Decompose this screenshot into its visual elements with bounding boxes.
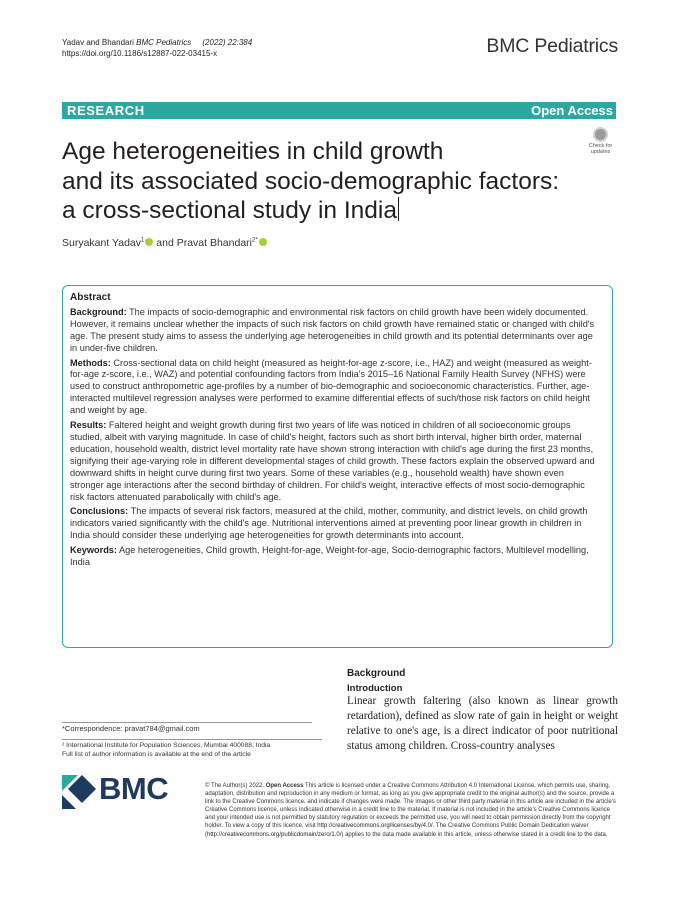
check-updates-label: Check for updates (588, 143, 613, 155)
bmc-logo-icon (62, 775, 98, 809)
bmc-logo-text: BMC (99, 771, 169, 806)
title-line: Age heterogeneities in child growth (62, 138, 444, 165)
article-type-label: RESEARCH (67, 103, 145, 118)
abstract-conclusions: Conclusions: The impacts of several risk factors, measured at the child, mother, community, and district levels, on child growth indicators varied significantly with the child's age. Nutritional interventions aimed at preventing poor linear growth in children in India should consider these underlying age heterogeneities for growth determinants into account. (70, 506, 588, 541)
citation-journal: BMC Pediatrics (136, 38, 192, 47)
orcid-icon[interactable] (259, 238, 267, 246)
abstract-heading: Abstract (70, 292, 111, 303)
article-type-band (62, 102, 616, 119)
correspondence-note: *Correspondence: pravat784@gmail.com (62, 722, 312, 733)
author-list: Suryakant Yadav$^1$ and Pravat Bhandari$^{2*}$ (62, 237, 267, 249)
abstract-methods: Methods: Cross-sectional data on child height (measured as height-for-age z-score, i.e., HAZ) and weight (measured as weight-for-age z-score, i.e., WAZ) and potential confounding factors from India's 2015–16 National Family Health Survey (NFHS) were used to construct anthropometric age-profiles by a number of bio-demographic and socioeconomic characteristics. Further, age-interacted multilevel regression analyses were performed to examine differential effects of such/those risk factors on child height and weight by age. (70, 357, 592, 416)
text-cursor (398, 197, 399, 221)
author-name: and Pravat Bhandari (156, 237, 252, 249)
journal-name: BMC Pediatrics (486, 35, 618, 57)
title-line: and its associated socio-demographic factors: (62, 167, 560, 195)
running-header (62, 37, 252, 59)
bmc-logo (62, 771, 169, 814)
orcid-icon[interactable] (145, 238, 153, 246)
section-heading: Background (347, 668, 406, 679)
abstract-keywords: Keywords: Age heterogeneities, Child growth, Height-for-age, Weight-for-age, Socio-demographic factors, Multilevel modelling, India (70, 545, 589, 568)
article-title (62, 137, 602, 226)
license-text: © The Author(s) 2022. Open Access This article is licensed under a Creative Commons Attribution 4.0 International License, which permits use, sharing, adaptation, distribution and reproduction in any medium or format, as long as you give appropriate credit to the original author(s) and the source, provide a link to the Creative Commons licence, and indicate if changes were made. The images or other third party material in this article are included in the article's Creative Commons licence, unless indicated otherwise in a credit line to the material. If material is not included in the article's Creative Commons licence and your intended use is not permitted by statutory regulation or exceeds the permitted use, you will need to obtain permission directly from the copyright holder. To view a copy of this licence, visit http://creativecommons.org/licenses/by/4.0/. The Creative Commons Public Domain Dedication waiver (http://creativecommons.org/publicdomain/zero/1.0/) applies to the data made available in this article, unless otherwise stated in a credit line to the data. (205, 783, 616, 838)
author-name: Suryakant Yadav (62, 237, 141, 249)
citation-authors: Yadav and Bhandari (62, 38, 134, 47)
public-domain-link[interactable]: http://creativecommons.org/publicdomain/zero/1.0/ (207, 831, 342, 838)
title-line: a cross-sectional study in India (62, 197, 397, 224)
body-paragraph: Linear growth faltering (also known as linear growth retardation), defined as slow rate of gain in height or weight relative to one's age, is a direct indicator of poor nutritional status among children. Cross-country analyses (347, 695, 618, 752)
abstract-background: Background: The impacts of socio-demographic and environmental risk factors on child growth have been widely documented. However, it remains unclear whether the impacts of such risk factors on child growth have remained static or changed with child's age. The present study aims to assess the underlying age heterogeneities in child growth and its potential determinants over age in under-five children. (70, 306, 595, 353)
license-link[interactable]: http://creativecommons.org/licenses/by/4.0/ (317, 823, 433, 830)
abstract-box (62, 285, 613, 648)
open-access-label: Open Access (531, 103, 613, 118)
citation-year-page: (2022) 22:384 (202, 38, 253, 47)
subsection-heading: Introduction (347, 683, 403, 694)
affiliation-note: ² International Institute for Population Sciences, Mumbai 400088, India Full list of author information is available at the end of the article (62, 739, 322, 759)
abstract-results: Results: Faltered height and weight growth during first two years of life was noticed in children of all socioeconomic groups studied, albeit with varying magnitude. In case of child's height, factors such as short birth interval, higher birth order, maternal education, household wealth, district level mortality rate have shown strong interaction with child's age during the first 23 months, signifying their age-varying role in different developmental stages of child growth. These factors explain the observed upward and downward shifts in height curve during first two years. Some of these variables (e.g., household wealth) have shown even stronger age interactions after the second birthday of children. For child's weight, interactive effects of most socio-demographic risk factors attenuated parabolically with child's age. (70, 420, 595, 502)
doi-link[interactable]: https://doi.org/10.1186/s12887-022-03415-x (62, 49, 218, 58)
